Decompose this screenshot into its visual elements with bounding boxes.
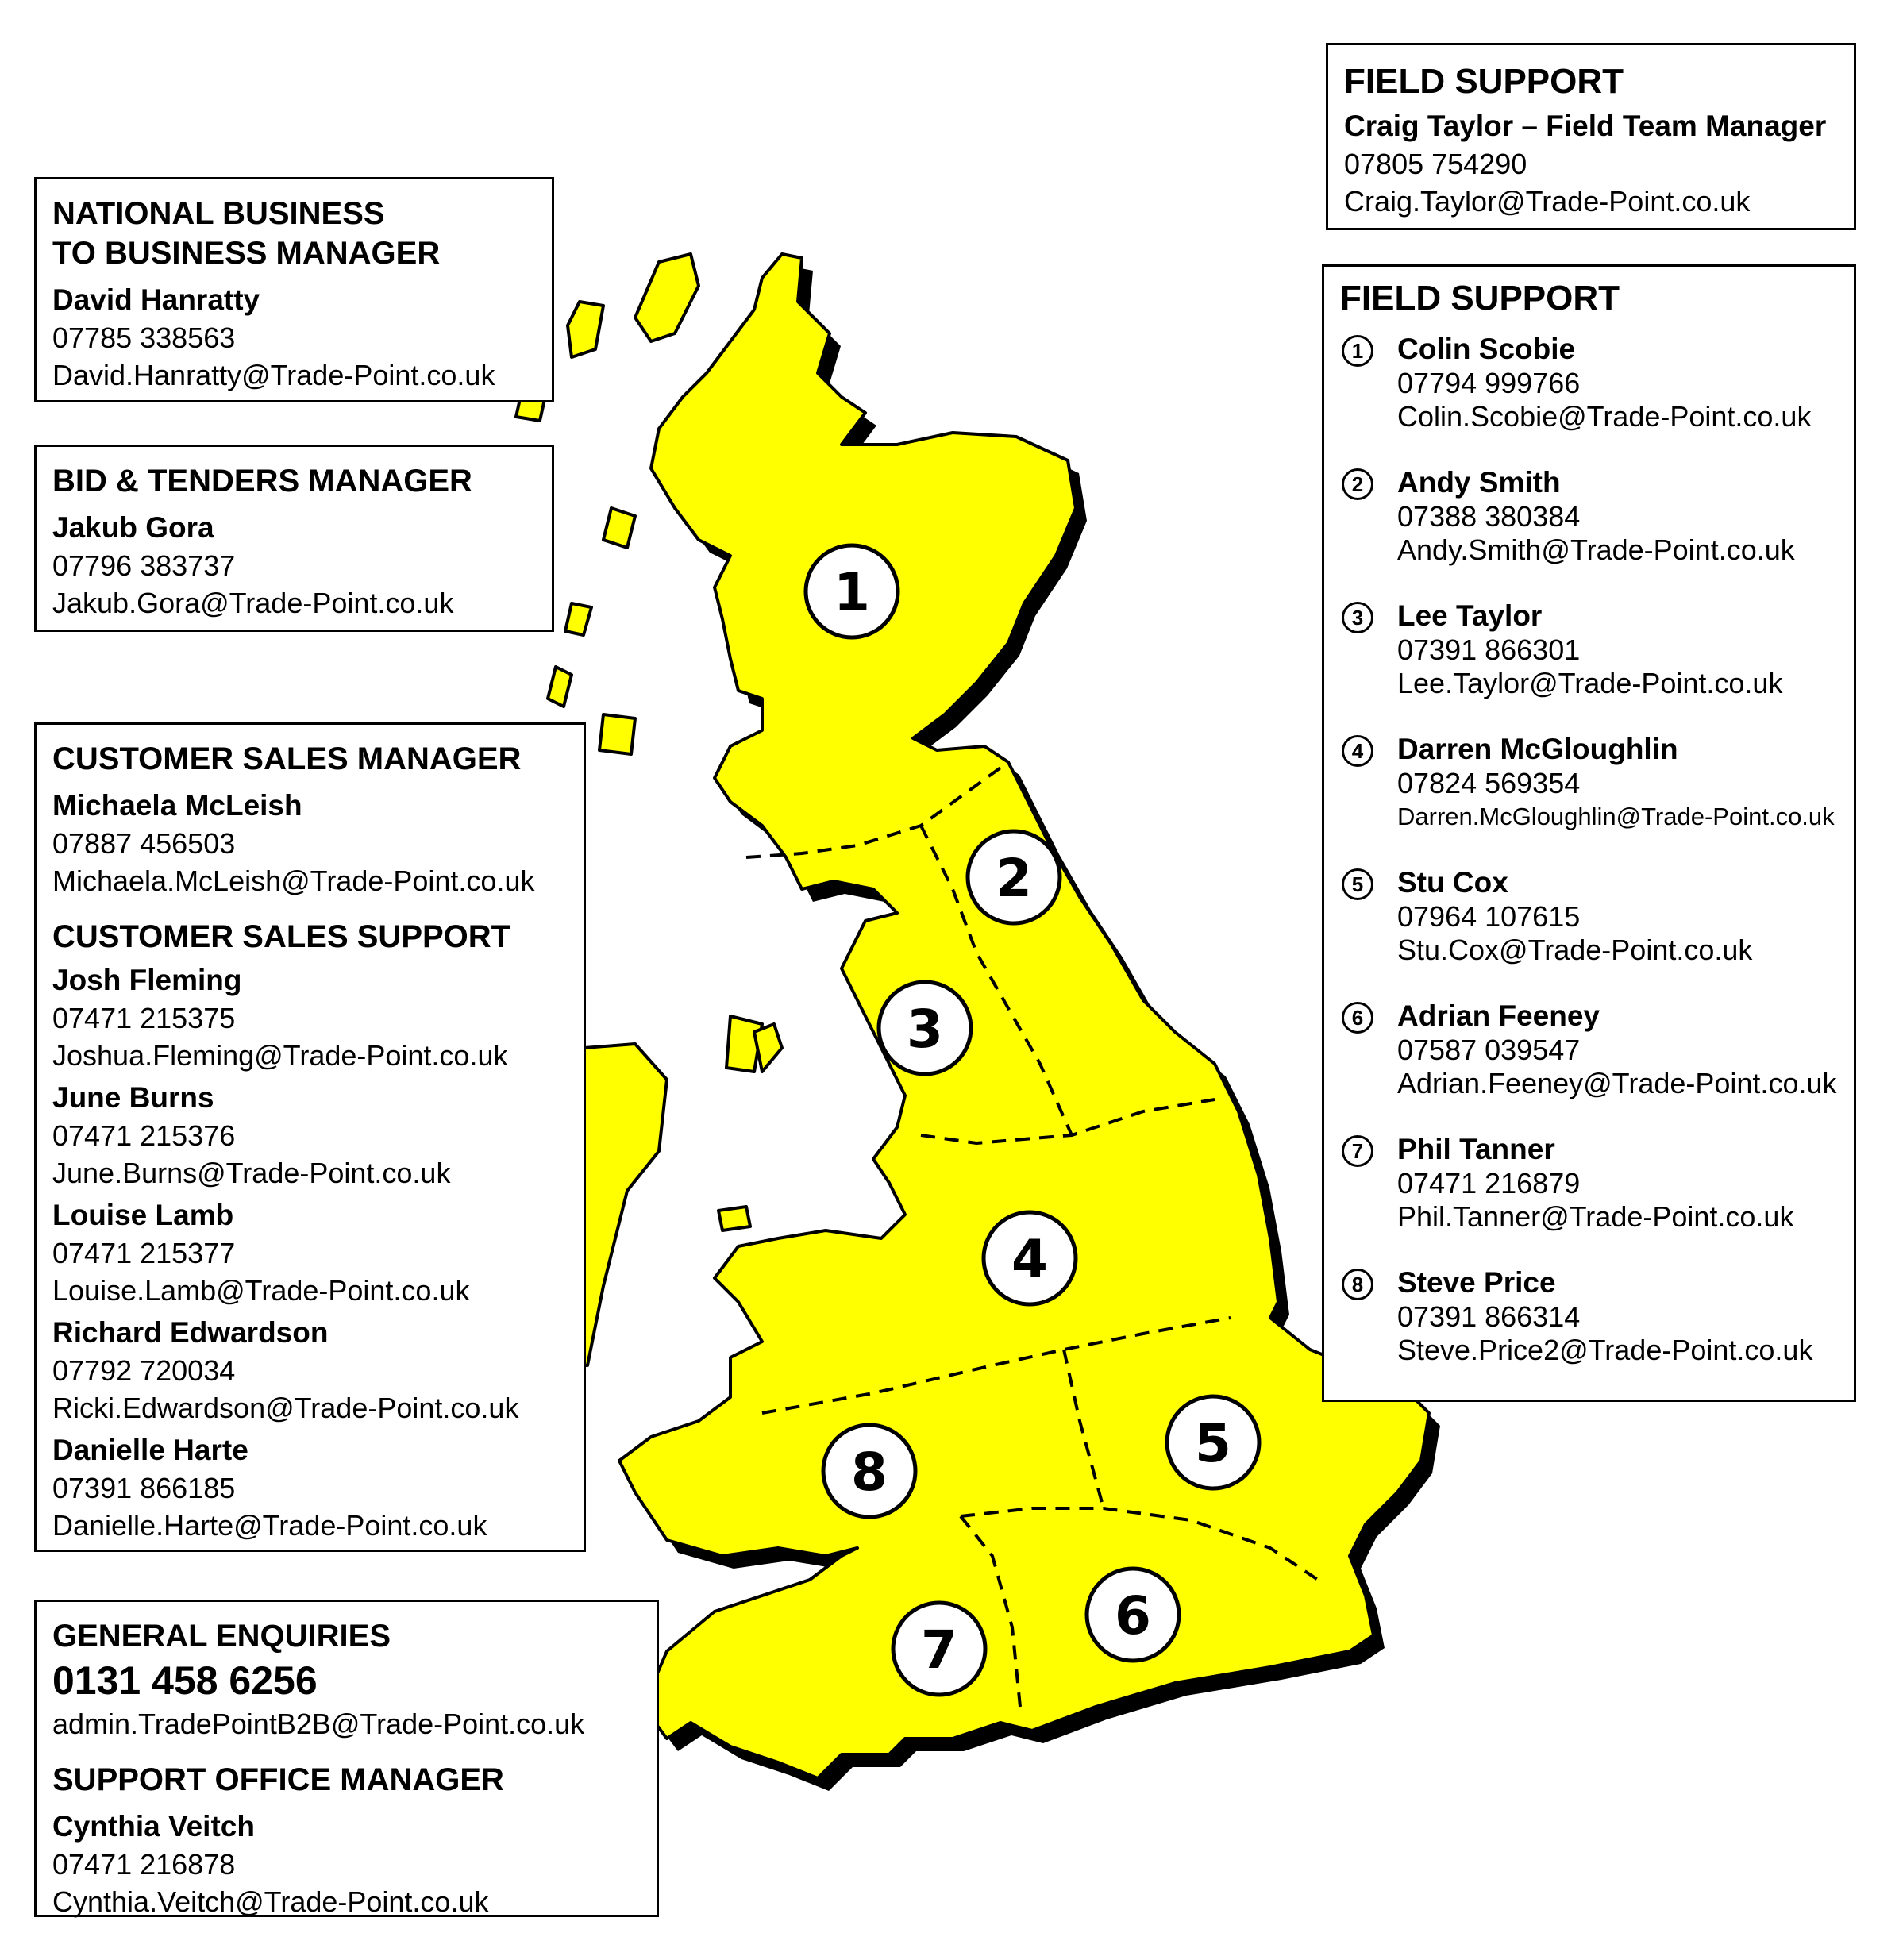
support-email[interactable]: Danielle.Harte@Trade-Point.co.uk bbox=[52, 1509, 487, 1542]
field-support-box bbox=[1322, 264, 1856, 1402]
support-contact bbox=[52, 1079, 568, 1192]
support-name: Richard Edwardson bbox=[52, 1316, 329, 1349]
field-support-entry bbox=[1340, 999, 1838, 1100]
support-phone[interactable]: 07471 215376 bbox=[52, 1119, 236, 1152]
field-person-name: Phil Tanner bbox=[1397, 1133, 1555, 1165]
field-person-name: Colin Scobie bbox=[1397, 333, 1576, 365]
field-person-email[interactable]: Steve.Price2@Trade-Point.co.uk bbox=[1397, 1334, 1813, 1366]
support-name: Louise Lamb bbox=[52, 1199, 234, 1231]
national-name: David Hanratty bbox=[52, 283, 260, 316]
field-person-name: Lee Taylor bbox=[1397, 599, 1543, 632]
customer-sales-support-title: CUSTOMER SALES SUPPORT bbox=[52, 919, 511, 954]
bid-phone[interactable]: 07796 383737 bbox=[52, 549, 236, 582]
field-person-name: Andy Smith bbox=[1397, 466, 1561, 499]
field-manager-name: Craig Taylor – Field Team Manager bbox=[1344, 110, 1827, 142]
customer-sales-manager-name: Michaela McLeish bbox=[52, 789, 302, 822]
national-title-line1: NATIONAL BUSINESS bbox=[52, 196, 385, 231]
field-person-phone[interactable]: 07391 866314 bbox=[1397, 1300, 1581, 1333]
field-support-entry bbox=[1340, 732, 1838, 834]
customer-sales-manager-email[interactable]: Michaela.McLeish@Trade-Point.co.uk bbox=[52, 864, 535, 897]
field-person-name: Stu Cox bbox=[1397, 866, 1508, 899]
bid-email[interactable]: Jakub.Gora@Trade-Point.co.uk bbox=[52, 587, 454, 619]
field-support-entry bbox=[1340, 865, 1838, 967]
region-8-badge bbox=[823, 1425, 915, 1517]
field-person-email[interactable]: Darren.McGloughlin@Trade-Point.co.uk bbox=[1397, 803, 1835, 830]
national-email[interactable]: David.Hanratty@Trade-Point.co.uk bbox=[52, 359, 495, 391]
field-support-entry bbox=[1340, 332, 1838, 433]
region-number-badge: 2 bbox=[1342, 468, 1373, 500]
support-name: Danielle Harte bbox=[52, 1434, 248, 1466]
bid-title: BID & TENDERS MANAGER bbox=[52, 464, 472, 499]
support-email[interactable]: Louise.Lamb@Trade-Point.co.uk bbox=[52, 1274, 470, 1307]
general-title: GENERAL ENQUIRIES bbox=[52, 1619, 391, 1654]
region-1-badge bbox=[806, 545, 898, 637]
svg-text:8: 8 bbox=[851, 1442, 888, 1503]
national-title-line2: TO BUSINESS MANAGER bbox=[52, 236, 441, 271]
region-number-badge: 1 bbox=[1342, 335, 1373, 367]
map-land bbox=[516, 254, 1429, 1778]
field-support-title: FIELD SUPPORT bbox=[1340, 279, 1620, 318]
region-number-badge: 8 bbox=[1342, 1269, 1373, 1300]
support-contact bbox=[52, 1196, 568, 1309]
svg-text:2: 2 bbox=[996, 848, 1032, 909]
support-phone[interactable]: 07471 215377 bbox=[52, 1237, 236, 1269]
field-person-phone[interactable]: 07391 866301 bbox=[1397, 633, 1581, 666]
region-4-badge bbox=[984, 1212, 1076, 1304]
field-person-phone[interactable]: 07964 107615 bbox=[1397, 900, 1581, 933]
bid-tenders-manager-box bbox=[34, 445, 554, 632]
field-person-email[interactable]: Colin.Scobie@Trade-Point.co.uk bbox=[1397, 400, 1812, 433]
region-7-badge bbox=[893, 1603, 985, 1695]
region-number-badge: 3 bbox=[1342, 602, 1373, 633]
field-person-phone[interactable]: 07388 380384 bbox=[1397, 500, 1581, 533]
support-office-phone[interactable]: 07471 216878 bbox=[52, 1848, 236, 1881]
support-office-email[interactable]: Cynthia.Veitch@Trade-Point.co.uk bbox=[52, 1885, 489, 1918]
field-manager-title: FIELD SUPPORT bbox=[1344, 62, 1624, 101]
field-manager-email[interactable]: Craig.Taylor@Trade-Point.co.uk bbox=[1344, 185, 1751, 218]
support-contact bbox=[52, 961, 568, 1074]
customer-sales-manager-phone[interactable]: 07887 456503 bbox=[52, 827, 236, 860]
field-support-entry bbox=[1340, 465, 1838, 567]
general-email[interactable]: admin.TradePointB2B@Trade-Point.co.uk bbox=[52, 1708, 585, 1740]
region-2-badge bbox=[968, 831, 1060, 923]
support-phone[interactable]: 07792 720034 bbox=[52, 1354, 236, 1387]
bid-name: Jakub Gora bbox=[52, 511, 214, 544]
field-support-entry bbox=[1340, 1132, 1838, 1234]
field-person-email[interactable]: Stu.Cox@Trade-Point.co.uk bbox=[1397, 934, 1753, 966]
region-number-badge: 7 bbox=[1342, 1135, 1373, 1167]
region-3-badge bbox=[879, 982, 971, 1074]
field-person-name: Steve Price bbox=[1397, 1266, 1556, 1299]
svg-text:1: 1 bbox=[834, 562, 870, 623]
support-phone[interactable]: 07391 866185 bbox=[52, 1472, 236, 1504]
customer-sales-manager-title: CUSTOMER SALES MANAGER bbox=[52, 741, 522, 776]
field-manager-phone[interactable]: 07805 754290 bbox=[1344, 148, 1527, 180]
region-number-badge: 5 bbox=[1342, 868, 1373, 900]
field-support-entry bbox=[1340, 599, 1838, 700]
field-manager-box bbox=[1326, 43, 1856, 230]
support-office-name: Cynthia Veitch bbox=[52, 1810, 255, 1843]
field-person-phone[interactable]: 07587 039547 bbox=[1397, 1034, 1581, 1066]
svg-text:5: 5 bbox=[1195, 1413, 1231, 1474]
support-email[interactable]: June.Burns@Trade-Point.co.uk bbox=[52, 1157, 451, 1189]
support-name: June Burns bbox=[52, 1081, 214, 1114]
support-email[interactable]: Ricki.Edwardson@Trade-Point.co.uk bbox=[52, 1392, 519, 1424]
support-phone[interactable]: 07471 215375 bbox=[52, 1002, 236, 1034]
field-person-name: Adrian Feeney bbox=[1397, 999, 1600, 1032]
support-contact bbox=[52, 1314, 568, 1427]
support-email[interactable]: Joshua.Fleming@Trade-Point.co.uk bbox=[52, 1039, 508, 1072]
field-person-email[interactable]: Adrian.Feeney@Trade-Point.co.uk bbox=[1397, 1067, 1837, 1099]
svg-text:3: 3 bbox=[907, 999, 943, 1060]
general-enquiries-box bbox=[34, 1600, 659, 1917]
region-5-badge bbox=[1167, 1396, 1259, 1488]
support-name: Josh Fleming bbox=[52, 964, 242, 996]
support-contact bbox=[52, 1431, 568, 1544]
field-person-phone[interactable]: 07471 216879 bbox=[1397, 1167, 1581, 1199]
field-support-entry bbox=[1340, 1265, 1838, 1367]
field-person-phone[interactable]: 07824 569354 bbox=[1397, 767, 1581, 799]
region-number-badge: 4 bbox=[1342, 735, 1373, 767]
customer-sales-box bbox=[34, 722, 586, 1552]
svg-text:6: 6 bbox=[1115, 1585, 1151, 1646]
field-person-email[interactable]: Andy.Smith@Trade-Point.co.uk bbox=[1397, 533, 1795, 566]
field-person-email[interactable]: Phil.Tanner@Trade-Point.co.uk bbox=[1397, 1200, 1794, 1233]
svg-text:7: 7 bbox=[921, 1619, 957, 1681]
support-office-title: SUPPORT OFFICE MANAGER bbox=[52, 1762, 504, 1797]
national-b2b-manager-box bbox=[34, 177, 554, 402]
region-6-badge bbox=[1087, 1569, 1179, 1661]
region-number-badge: 6 bbox=[1342, 1002, 1373, 1034]
field-person-email[interactable]: Lee.Taylor@Trade-Point.co.uk bbox=[1397, 667, 1783, 699]
general-phone[interactable]: 0131 458 6256 bbox=[52, 1658, 318, 1703]
field-person-name: Darren McGloughlin bbox=[1397, 733, 1678, 765]
svg-text:4: 4 bbox=[1011, 1229, 1048, 1290]
national-phone[interactable]: 07785 338563 bbox=[52, 322, 236, 354]
field-person-phone[interactable]: 07794 999766 bbox=[1397, 367, 1581, 399]
